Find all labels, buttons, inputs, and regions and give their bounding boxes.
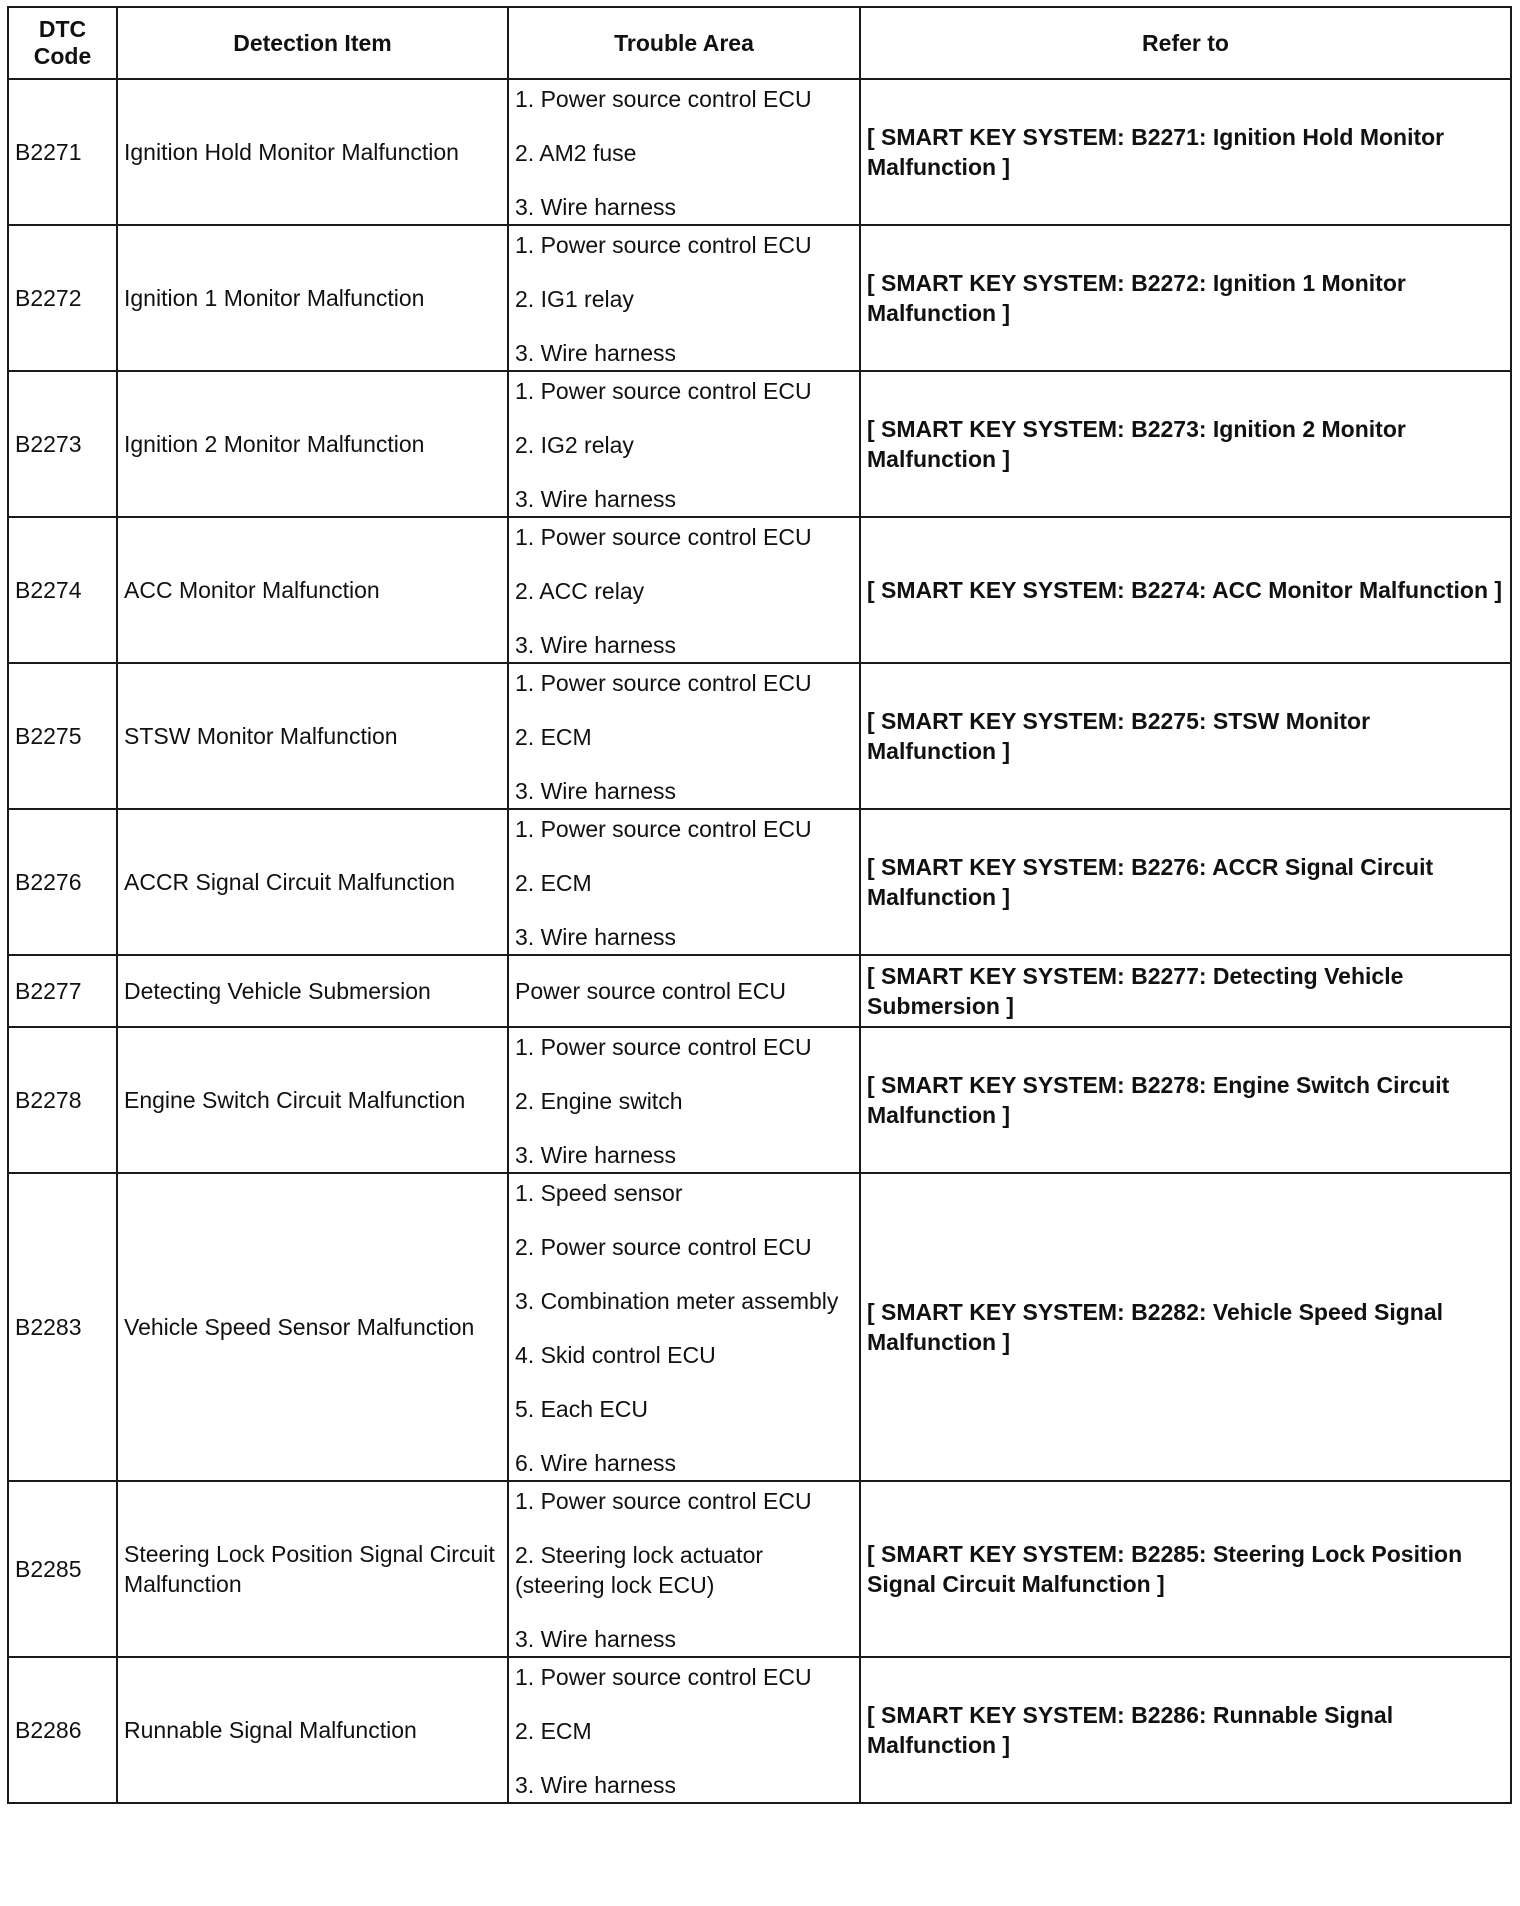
dtc-code-cell: B2277 xyxy=(8,955,117,1027)
trouble-area-item: 2. ECM xyxy=(515,1718,592,1744)
trouble-area-item: 1. Power source control ECU xyxy=(515,86,812,112)
dtc-code-cell: B2275 xyxy=(8,663,117,809)
refer-to-link[interactable]: [ SMART KEY SYSTEM: B2277: Detecting Vehicle Submersion ] xyxy=(860,955,1511,1027)
trouble-area-cell xyxy=(508,1481,860,1657)
trouble-area-item: 2. ECM xyxy=(515,724,592,750)
table-row xyxy=(8,1173,1511,1481)
trouble-area-item: 1. Speed sensor xyxy=(515,1180,683,1206)
dtc-code-cell: B2274 xyxy=(8,517,117,663)
header-refer-to: Refer to xyxy=(860,7,1511,79)
dtc-code-cell: B2276 xyxy=(8,809,117,955)
refer-to-link[interactable]: [ SMART KEY SYSTEM: B2282: Vehicle Speed Signal Malfunction ] xyxy=(860,1173,1511,1481)
trouble-area-item: 3. Wire harness xyxy=(515,632,677,658)
refer-to-link[interactable]: [ SMART KEY SYSTEM: B2275: STSW Monitor Malfunction ] xyxy=(860,663,1511,809)
dtc-code-cell: B2273 xyxy=(8,371,117,517)
detection-item-cell: STSW Monitor Malfunction xyxy=(117,663,508,809)
table-row xyxy=(8,955,1511,1027)
trouble-area-item: 2. Steering lock actuator (steering lock ECU) xyxy=(515,1542,764,1598)
trouble-area-cell xyxy=(508,955,860,1027)
trouble-area-item: 3. Wire harness xyxy=(515,1142,677,1168)
trouble-area-cell xyxy=(508,371,860,517)
table-row xyxy=(8,371,1511,517)
detection-item-cell: Ignition Hold Monitor Malfunction xyxy=(117,79,508,225)
refer-to-link[interactable]: [ SMART KEY SYSTEM: B2278: Engine Switch Circuit Malfunction ] xyxy=(860,1027,1511,1173)
trouble-area-cell xyxy=(508,1173,860,1481)
trouble-area-cell xyxy=(508,663,860,809)
trouble-area-item: 5. Each ECU xyxy=(515,1396,648,1422)
detection-item-cell: Vehicle Speed Sensor Malfunction xyxy=(117,1173,508,1481)
detection-item-cell: ACCR Signal Circuit Malfunction xyxy=(117,809,508,955)
refer-to-link[interactable]: [ SMART KEY SYSTEM: B2285: Steering Lock Position Signal Circuit Malfunction ] xyxy=(860,1481,1511,1657)
trouble-area-item: 1. Power source control ECU xyxy=(515,378,812,404)
trouble-area-item: 2. Engine switch xyxy=(515,1088,683,1114)
trouble-area-cell xyxy=(508,517,860,663)
refer-to-link[interactable]: [ SMART KEY SYSTEM: B2276: ACCR Signal Circuit Malfunction ] xyxy=(860,809,1511,955)
trouble-area-cell xyxy=(508,79,860,225)
trouble-area-item: 1. Power source control ECU xyxy=(515,816,812,842)
detection-item-cell: Ignition 2 Monitor Malfunction xyxy=(117,371,508,517)
trouble-area-item: 1. Power source control ECU xyxy=(515,232,812,258)
detection-item-cell: Engine Switch Circuit Malfunction xyxy=(117,1027,508,1173)
refer-to-link[interactable]: [ SMART KEY SYSTEM: B2272: Ignition 1 Monitor Malfunction ] xyxy=(860,225,1511,371)
trouble-area-item: 1. Power source control ECU xyxy=(515,1034,812,1060)
trouble-area-item: 3. Combination meter assembly xyxy=(515,1288,839,1314)
header-row xyxy=(8,7,1511,79)
dtc-code-cell: B2283 xyxy=(8,1173,117,1481)
trouble-area-item: 2. IG2 relay xyxy=(515,432,634,458)
dtc-table xyxy=(7,6,1512,1804)
dtc-code-cell: B2278 xyxy=(8,1027,117,1173)
refer-to-link[interactable]: [ SMART KEY SYSTEM: B2286: Runnable Signal Malfunction ] xyxy=(860,1657,1511,1803)
trouble-area-cell xyxy=(508,809,860,955)
trouble-area-item: 2. Power source control ECU xyxy=(515,1234,812,1260)
trouble-area-item: 3. Wire harness xyxy=(515,1626,677,1652)
trouble-area-item: 4. Skid control ECU xyxy=(515,1342,716,1368)
refer-to-link[interactable]: [ SMART KEY SYSTEM: B2274: ACC Monitor Malfunction ] xyxy=(860,517,1511,663)
trouble-area-item: Power source control ECU xyxy=(515,978,786,1004)
table-row xyxy=(8,663,1511,809)
table-row xyxy=(8,517,1511,663)
trouble-area-item: 2. IG1 relay xyxy=(515,286,634,312)
table-row xyxy=(8,809,1511,955)
table-row xyxy=(8,225,1511,371)
refer-to-link[interactable]: [ SMART KEY SYSTEM: B2273: Ignition 2 Monitor Malfunction ] xyxy=(860,371,1511,517)
trouble-area-item: 2. AM2 fuse xyxy=(515,140,637,166)
header-dtc-code: DTC Code xyxy=(8,7,117,79)
trouble-area-item: 1. Power source control ECU xyxy=(515,1488,812,1514)
dtc-table-container xyxy=(7,6,1512,1804)
trouble-area-item: 3. Wire harness xyxy=(515,486,677,512)
trouble-area-item: 2. ECM xyxy=(515,870,592,896)
trouble-area-item: 6. Wire harness xyxy=(515,1450,677,1476)
trouble-area-item: 3. Wire harness xyxy=(515,340,677,366)
table-row xyxy=(8,1481,1511,1657)
trouble-area-item: 1. Power source control ECU xyxy=(515,1664,812,1690)
trouble-area-cell xyxy=(508,1027,860,1173)
table-body xyxy=(8,79,1511,1803)
trouble-area-cell xyxy=(508,225,860,371)
header-detection-item: Detection Item xyxy=(117,7,508,79)
table-row xyxy=(8,79,1511,225)
detection-item-cell: Steering Lock Position Signal Circuit Malfunction xyxy=(117,1481,508,1657)
detection-item-cell: Runnable Signal Malfunction xyxy=(117,1657,508,1803)
trouble-area-item: 3. Wire harness xyxy=(515,924,677,950)
trouble-area-item: 3. Wire harness xyxy=(515,778,677,804)
trouble-area-item: 3. Wire harness xyxy=(515,1772,677,1798)
trouble-area-item: 1. Power source control ECU xyxy=(515,524,812,550)
dtc-code-cell: B2271 xyxy=(8,79,117,225)
table-row xyxy=(8,1027,1511,1173)
table-row xyxy=(8,1657,1511,1803)
dtc-code-cell: B2272 xyxy=(8,225,117,371)
trouble-area-cell xyxy=(508,1657,860,1803)
refer-to-link[interactable]: [ SMART KEY SYSTEM: B2271: Ignition Hold Monitor Malfunction ] xyxy=(860,79,1511,225)
dtc-code-cell: B2285 xyxy=(8,1481,117,1657)
header-trouble-area: Trouble Area xyxy=(508,7,860,79)
trouble-area-item: 2. ACC relay xyxy=(515,578,645,604)
detection-item-cell: ACC Monitor Malfunction xyxy=(117,517,508,663)
detection-item-cell: Detecting Vehicle Submersion xyxy=(117,955,508,1027)
trouble-area-item: 3. Wire harness xyxy=(515,194,677,220)
dtc-code-cell: B2286 xyxy=(8,1657,117,1803)
detection-item-cell: Ignition 1 Monitor Malfunction xyxy=(117,225,508,371)
trouble-area-item: 1. Power source control ECU xyxy=(515,670,812,696)
